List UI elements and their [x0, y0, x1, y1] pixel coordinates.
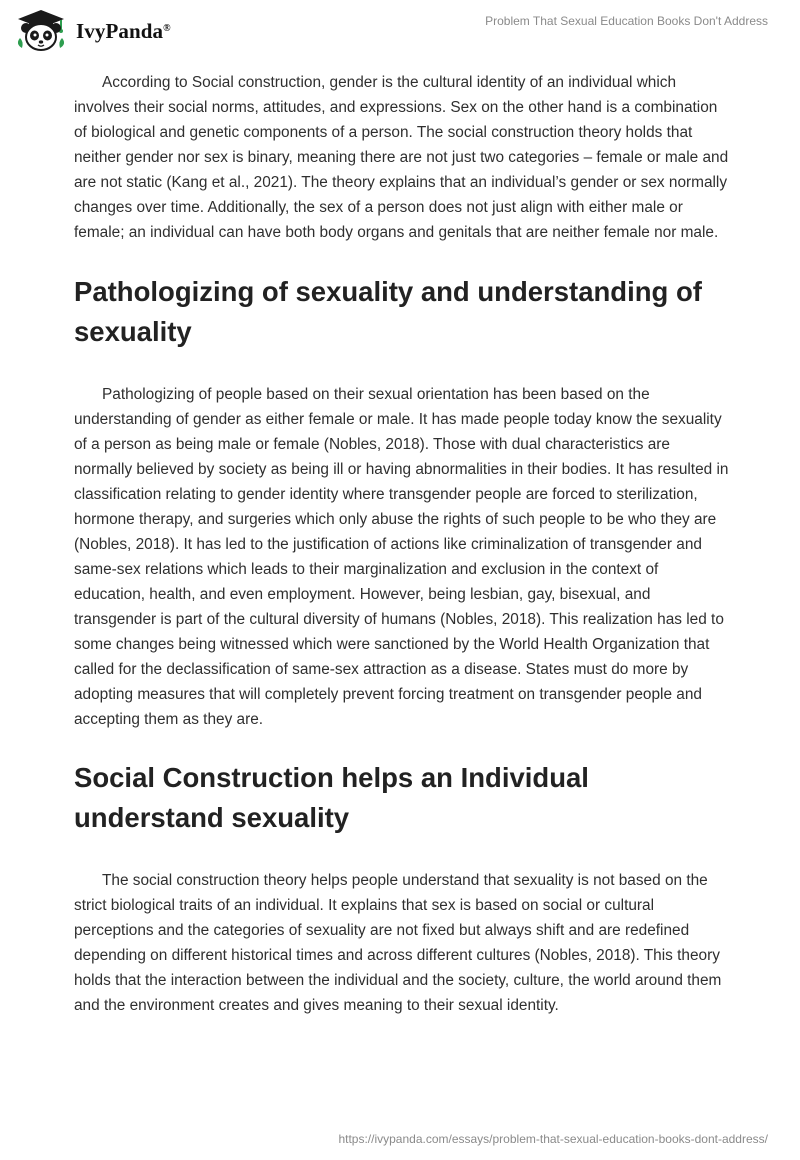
article-body	[74, 70, 732, 1018]
brand-name: IvyPanda®	[76, 18, 171, 43]
brand-logo[interactable]	[14, 8, 171, 52]
document-title: Problem That Sexual Education Books Don't Address	[485, 14, 768, 28]
registered-mark: ®	[163, 22, 171, 34]
paragraph-1: According to Social construction, gender is the cultural identity of an individual which involves their social norms, attitudes, and expressions. Sex on the other hand is a combination of biological and genetic components of a person. The social construction theory holds that neither gender nor sex is binary, meaning there are not just two categories – female or male and are not static (Kang et al., 2021). The theory explains that an individual’s gender or sex normally changes over time. Additionally, the sex of a person does not just align with either male or female; an individual can have both body organs and genitals that are neither female nor male.	[74, 74, 729, 241]
panda-graduate-icon	[14, 8, 68, 52]
section-heading-social-construction: Social Construction helps an Individual understand sexuality	[74, 762, 589, 833]
paragraph-3: The social construction theory helps people understand that sexuality is not based on the strict biological traits of an individual. It explains that sex is based on social or cultural perceptions and the categories of sexuality are not fixed but always shift and are redefined depending on different historical times and across different cultures (Nobles, 2018). This theory holds that the interaction between the individual and the society, culture, the world around them and the environment creates and gives meaning to their sexual identity.	[74, 872, 722, 1014]
paragraph-2: Pathologizing of people based on their sexual orientation has been based on the understanding of gender as either female or male. It has made people today know the sexuality of a person as being male or female (Nobles, 2018). Those with dual characteristics are normally believed by society as being ill or having abnormalities in their bodies. It has resulted in classification relating to gender identity where transgender people are forced to sterilization, hormone therapy, and surgeries which only abuse the rights of such people to be who they are (Nobles, 2018). It has led to the justification of actions like criminalization of transgender and same-sex relations which leads to their marginalization and exclusion in the context of education, health, and even employment. However, being lesbian, gay, bisexual, and transgender is part of the cultural diversity of humans (Nobles, 2018). This realization has led to some changes being witnessed which were sanctioned by the World Health Organization that called for the declassification of same-sex attraction as a disease. States must do more by adopting measures that will completely prevent forcing treatment on transgender people and accepting them as they are.	[74, 386, 729, 728]
section-heading-pathologizing: Pathologizing of sexuality and understanding of sexuality	[74, 276, 702, 347]
page-header	[0, 0, 800, 64]
source-url[interactable]: https://ivypanda.com/essays/problem-that-sexual-education-books-dont-address/	[338, 1132, 768, 1146]
